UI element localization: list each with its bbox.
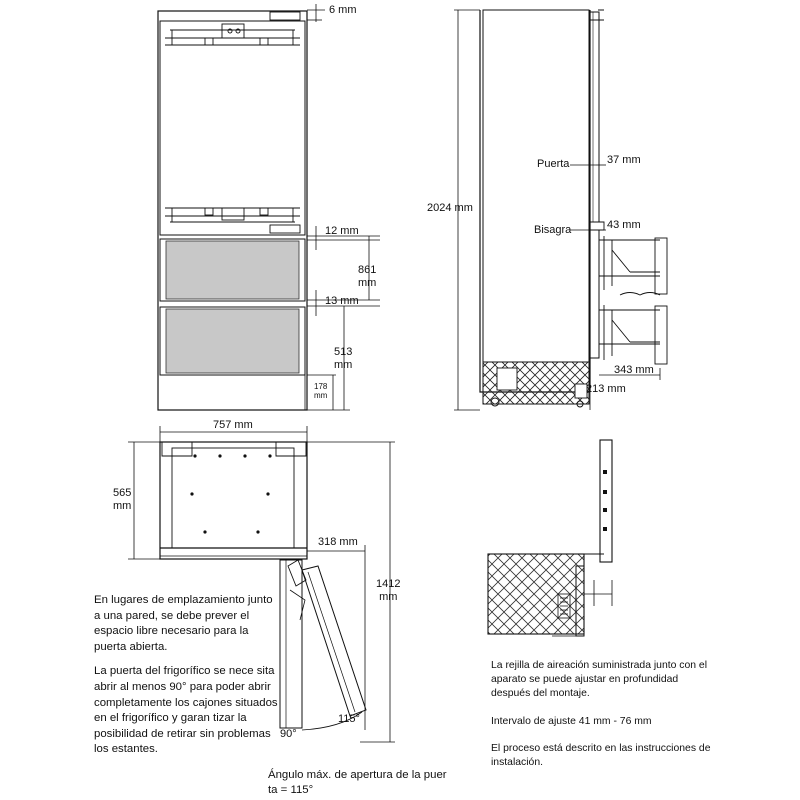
label-bisagra: Bisagra: [534, 224, 572, 236]
angle-115: 115°: [338, 713, 360, 725]
front-top-hinge-bracket: [165, 12, 300, 45]
dim-13mm: 13 mm: [325, 295, 359, 307]
grille-detail: [488, 440, 612, 636]
dim-43mm: 43 mm: [607, 219, 641, 231]
label-puerta: Puerta: [537, 158, 570, 170]
dim-1412mm: 1412 mm: [376, 578, 401, 603]
dim-213mm: 213 mm: [586, 383, 626, 395]
note-left-paragraph-2: La puerta del frigorífico se nece sita abrir al menos 90° para poder abrir completamente los cajones situados en el frigorífico y garan tizar la posibilidad de retirar sin problemas los estantes.: [94, 665, 278, 756]
dim-343mm: 343 mm: [614, 364, 654, 376]
dim-565mm: 565 mm: [113, 487, 132, 512]
dim-757mm: 757 mm: [213, 419, 253, 431]
dim-178mm: 178 mm: [314, 382, 328, 400]
dim-513mm: 513 mm: [334, 346, 353, 371]
side-dimensions: [454, 10, 660, 410]
dim-2024mm: 2024 mm: [427, 202, 473, 214]
drawer-runner-lower: [599, 305, 667, 364]
note-left-paragraph-1: En lugares de emplazamiento junto a una pared, se debe prever el espacio libre necesario para la puerta abierta.: [94, 594, 273, 653]
note-right-paragraph-3: El proceso está descrito en las instrucciones de instalación.: [491, 742, 711, 769]
dim-318mm: 318 mm: [318, 536, 358, 548]
grille-dimensions: [584, 580, 612, 606]
dim-861mm: 861 mm: [358, 264, 377, 289]
dim-12mm: 12 mm: [325, 225, 359, 237]
drawer-runner-upper: [599, 236, 667, 295]
dim-6mm: 6 mm: [329, 4, 357, 16]
note-right-paragraph-1: La rejilla de aireación suministrada junto con el aparato se puede ajustar en profundidad después del montaje.: [491, 660, 708, 700]
front-bottom-hinge-bracket: [165, 208, 300, 233]
note-max-angle: Ángulo máx. de apertura de la puer ta = 115°: [268, 769, 447, 796]
note-right: [491, 659, 717, 783]
note-right-paragraph-2: Intervalo de ajuste 41 mm - 76 mm: [491, 715, 652, 727]
angle-90: 90°: [280, 728, 297, 740]
note-left: [94, 593, 280, 767]
dim-37mm: 37 mm: [607, 154, 641, 166]
side-view: [480, 10, 667, 407]
front-view: [158, 11, 307, 410]
